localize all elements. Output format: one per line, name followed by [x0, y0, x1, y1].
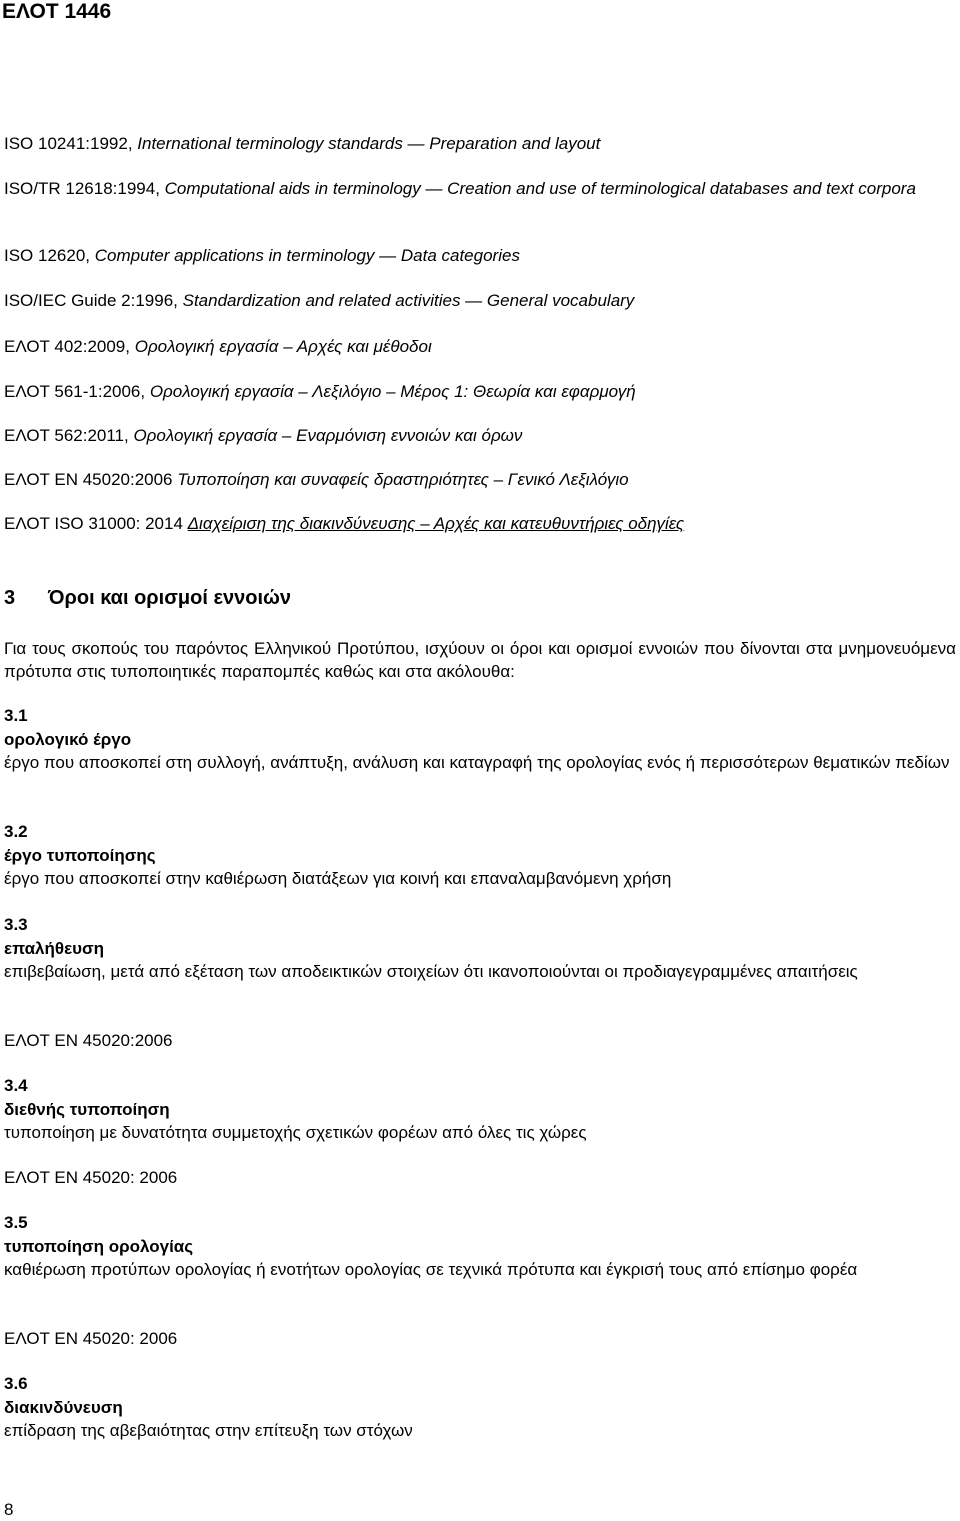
- reference-title: International terminology standards — Preparation and layout: [137, 134, 601, 153]
- term-name: ορολογικό έργο: [4, 730, 132, 749]
- term-source: ΕΛΟΤ ΕΝ 45020:2006: [4, 1031, 173, 1050]
- reference-item: [4, 468, 956, 491]
- reference-title: Computer applications in terminology — Data categories: [94, 246, 520, 265]
- section-heading: [4, 586, 956, 610]
- term-definition: έργο που αποσκοπεί στη συλλογή, ανάπτυξη, ανάλυση και καταγραφή της ορολογίας ενός ή περισσότερων θεματικών πεδίων: [4, 753, 950, 772]
- term-definition: έργο που αποσκοπεί στην καθιέρωση διατάξεων για κοινή και επαναλαμβανόμενη χρήση: [4, 869, 672, 888]
- term-definition: καθιέρωση προτύπων ορολογίας ή ενοτήτων ορολογίας σε τεχνικά πρότυπα και έγκρισή τους από επίσημο φορέα: [4, 1260, 858, 1279]
- term-number: 3.2: [4, 822, 28, 841]
- page-number: 8: [4, 1500, 14, 1519]
- reference-id: ISO/IEC Guide 2:1996,: [4, 291, 183, 310]
- reference-title: Διαχείριση της διακινδύνευσης – Αρχές και κατευθυντήριες οδηγίες: [187, 514, 685, 533]
- document-header: ΕΛΟΤ 1446: [2, 0, 112, 23]
- reference-title: Computational aids in terminology — Creation and use of terminological databases and text corpora: [164, 179, 916, 198]
- section-intro: Για τους σκοπούς του παρόντος Ελληνικού Προτύπου, ισχύουν οι όροι και ορισμοί εννοιών που δίνονται στα μνημονευόμενα πρότυπα στις τυποποιητικές παραπομπές καθώς και στα ακόλουθα:: [4, 639, 956, 681]
- reference-id: ISO 12620,: [4, 246, 95, 265]
- term-definition: επίδραση της αβεβαιότητας στην επίτευξη των στόχων: [4, 1421, 413, 1440]
- reference-item: [4, 424, 956, 447]
- term-number: 3.5: [4, 1213, 28, 1232]
- section-number: 3: [4, 587, 16, 609]
- reference-title: Standardization and related activities — General vocabulary: [182, 291, 635, 310]
- reference-id: ΕΛΟΤ 562:2011,: [4, 426, 134, 445]
- reference-id: ΕΛΟΤ ΕΝ 45020:2006: [4, 470, 178, 489]
- section-title: Όροι και ορισμοί εννοιών: [48, 587, 292, 609]
- reference-title: Τυποποίηση και συναφείς δραστηριότητες – Γενικό Λεξιλόγιο: [177, 470, 629, 489]
- term-name: επαλήθευση: [4, 939, 105, 958]
- term-source: ΕΛΟΤ ΕΝ 45020: 2006: [4, 1329, 178, 1348]
- term-number: 3.1: [4, 706, 28, 725]
- reference-item: [4, 512, 956, 535]
- term-number: 3.3: [4, 915, 28, 934]
- term-name: διεθνής τυποποίηση: [4, 1100, 170, 1119]
- term-number: 3.4: [4, 1076, 28, 1095]
- reference-item: [4, 335, 956, 358]
- reference-item: [4, 380, 956, 403]
- reference-item: [4, 289, 956, 312]
- reference-id: ΕΛΟΤ 402:2009,: [4, 337, 135, 356]
- reference-item: [4, 132, 956, 155]
- reference-id: ISO 10241:1992,: [4, 134, 138, 153]
- term-definition: τυποποίηση με δυνατότητα συμμετοχής σχετικών φορέων από όλες τις χώρες: [4, 1123, 587, 1142]
- term-source: ΕΛΟΤ ΕΝ 45020: 2006: [4, 1168, 178, 1187]
- reference-id: ΕΛΟΤ ISO 31000: 2014: [4, 514, 188, 533]
- term-name: έργο τυποποίησης: [4, 846, 156, 865]
- term-name: διακινδύνευση: [4, 1398, 123, 1417]
- reference-id: ΕΛΟΤ 561-1:2006,: [4, 382, 150, 401]
- reference-title: Ορολογική εργασία – Αρχές και μέθοδοι: [134, 337, 432, 356]
- reference-title: Ορολογική εργασία – Λεξιλόγιο – Μέρος 1: Θεωρία και εφαρμογή: [149, 382, 636, 401]
- reference-item: [4, 244, 956, 267]
- term-number: 3.6: [4, 1374, 28, 1393]
- term-definition: επιβεβαίωση, μετά από εξέταση των αποδεικτικών στοιχείων ότι ικανοποιούνται οι προδιαγεγραμμένες απαιτήσεις: [4, 962, 858, 981]
- reference-item: [4, 177, 956, 200]
- reference-title: Ορολογική εργασία – Εναρμόνιση εννοιών και όρων: [133, 426, 523, 445]
- reference-id: ISO/TR 12618:1994,: [4, 179, 165, 198]
- term-name: τυποποίηση ορολογίας: [4, 1237, 194, 1256]
